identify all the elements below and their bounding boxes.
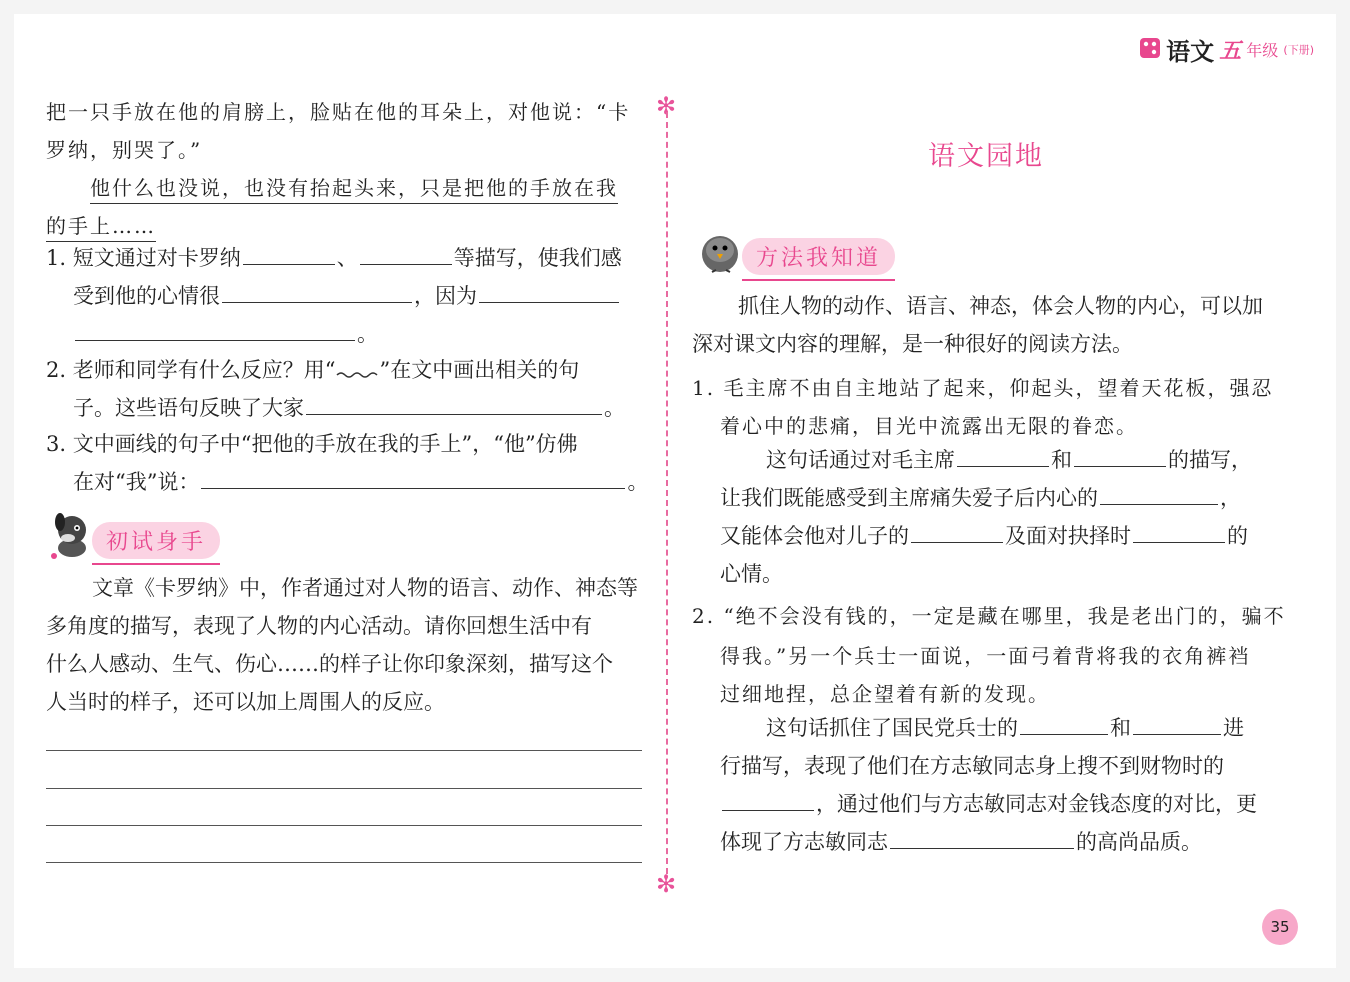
- answer-blank[interactable]: [1133, 524, 1225, 543]
- question-1-cont: 受到他的心情很 ，因为: [73, 284, 621, 308]
- chick-mascot-icon: [696, 226, 744, 280]
- grade-unit: 年级: [1246, 41, 1279, 60]
- question-3: 3. 文中画线的句子中“把他的手放在我的手上”，“他”仿佛: [46, 432, 578, 456]
- passage-line: 罗纳，别哭了。”: [46, 138, 203, 162]
- answer-blank[interactable]: [957, 448, 1049, 467]
- underlined-sentence: 他什么也没说，也没有抬起头来，只是把他的手放在我: [90, 172, 618, 201]
- question-2: 2. 老师和同学有什么反应？用“ ”在文中画出相关的句: [46, 358, 580, 382]
- page-header: [1139, 32, 1314, 67]
- question-3-cont: 在对“我”说： 。: [73, 470, 649, 494]
- example-2-question: 这句话抓住了国民党兵士的 和 进: [766, 716, 1244, 740]
- example-1-quote: 着心中的悲痛，目光中流露出无限的眷恋。: [720, 414, 1138, 438]
- task-text: 文章《卡罗纳》中，作者通过对人物的语言、动作、神态等: [92, 576, 638, 600]
- example-2-question: 体现了方志敏同志 的高尚品质。: [720, 830, 1202, 854]
- section-title-trial: 初试身手: [92, 522, 220, 559]
- answer-blank[interactable]: [201, 470, 625, 489]
- answer-blank[interactable]: [722, 792, 814, 811]
- example-2-quote: 得我。”另一个兵士一面说，一面弓着背将我的衣角裤裆: [720, 644, 1251, 668]
- task-text: 多角度的描写，表现了人物的内心活动。请你回想生活中有: [46, 614, 592, 638]
- example-1-question: 心情。: [720, 562, 783, 586]
- question-1-cont: 。: [73, 322, 378, 346]
- answer-blank[interactable]: [1020, 716, 1108, 735]
- example-2-quote: 2. “绝不会没有钱的，一定是藏在哪里，我是老出门的，骗不: [692, 604, 1286, 628]
- answer-blank[interactable]: [360, 246, 452, 265]
- underlined-sentence: 的手上……: [46, 210, 156, 239]
- example-1-quote: 1. 毛主席不由自主地站了起来，仰起头，望着天花板，强忍: [692, 376, 1274, 400]
- example-1-question: 又能体会他对儿子的 及面对抉择时 的: [720, 524, 1248, 548]
- intro-text: 深对课文内容的理解，是一种很好的阅读方法。: [692, 332, 1133, 356]
- page-number: 35: [1262, 909, 1298, 945]
- writing-line[interactable]: [46, 825, 642, 826]
- section-title-method: 方法我知道: [742, 238, 895, 275]
- answer-blank[interactable]: [1074, 448, 1166, 467]
- intro-text: 抓住人物的动作、语言、神态，体会人物的内心，可以加: [738, 294, 1263, 318]
- grade-number: 五: [1219, 39, 1242, 64]
- dice-logo-icon: [1139, 37, 1161, 63]
- flower-icon: ✻: [656, 870, 677, 898]
- volume-label: (下册): [1283, 43, 1314, 57]
- writing-line[interactable]: [46, 788, 642, 789]
- task-text: 人当时的样子，还可以加上周围人的反应。: [46, 690, 445, 714]
- answer-blank[interactable]: [1133, 716, 1221, 735]
- answer-blank[interactable]: [1100, 486, 1218, 505]
- passage-line: 把一只手放在他的肩膀上，脸贴在他的耳朵上，对他说：“卡: [46, 100, 631, 124]
- example-2-question: 行描写，表现了他们在方志敏同志身上搜不到财物时的: [720, 754, 1224, 778]
- center-divider: [666, 112, 668, 874]
- writing-line[interactable]: [46, 750, 642, 751]
- answer-blank[interactable]: [222, 284, 412, 303]
- example-1-question: 这句话通过对毛主席 和 的描写，: [766, 448, 1252, 472]
- writing-line[interactable]: [46, 862, 642, 863]
- task-text: 什么人感动、生气、伤心……的样子让你印象深刻，描写这个: [46, 652, 613, 676]
- question-2-cont: 子。这些语句反映了大家 。: [73, 396, 625, 420]
- answer-blank[interactable]: [306, 396, 602, 415]
- example-2-quote: 过细地捏，总企望着有新的发现。: [720, 682, 1050, 706]
- answer-blank[interactable]: [243, 246, 335, 265]
- example-2-question: ，通过他们与方志敏同志对金钱态度的对比，更: [720, 792, 1257, 816]
- question-1: 1. 短文通过对卡罗纳 、 等描写，使我们感: [46, 246, 622, 270]
- flower-icon: ✻: [656, 92, 677, 120]
- example-1-question: 让我们既能感受到主席痛失爱子后内心的 ，: [720, 486, 1241, 510]
- answer-blank[interactable]: [479, 284, 619, 303]
- puppy-mascot-icon: [46, 508, 98, 564]
- brand-title: 语文: [1166, 38, 1215, 66]
- wavy-line-icon: [335, 365, 379, 379]
- answer-blank[interactable]: [890, 830, 1074, 849]
- answer-blank[interactable]: [911, 524, 1003, 543]
- answer-blank[interactable]: [75, 322, 355, 341]
- section-title-garden: 语文园地: [928, 141, 1044, 172]
